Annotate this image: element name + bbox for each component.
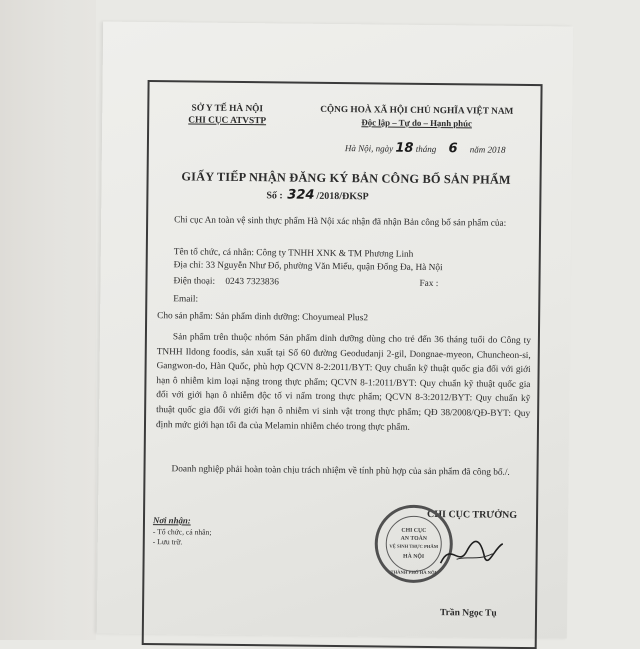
seal-text-3: VỆ SINH THỰC PHẨM xyxy=(389,543,439,550)
signer-name: Trần Ngọc Tụ xyxy=(439,608,497,619)
background-shadow xyxy=(0,0,96,640)
recipients-title: Nơi nhận: xyxy=(152,515,191,526)
phone-value: 0243 7323836 xyxy=(225,276,279,288)
date-month-word: tháng xyxy=(415,143,437,155)
product-label: Cho sản phẩm: xyxy=(157,311,213,322)
issuer-name: CHI CỤC ATVSTP xyxy=(188,115,267,127)
seal-text-2: AN TOÀN xyxy=(400,535,428,542)
phone-label: Điện thoại: xyxy=(173,276,216,287)
signer-role: CHI CỤC TRƯỞNG xyxy=(427,508,518,521)
number-prefix: Số : xyxy=(266,190,283,202)
date-year: năm 2018 xyxy=(469,144,506,155)
national-title: CỘNG HOÀ XÃ HỘI CHỦ NGHĨA VIỆT NAM xyxy=(320,104,514,117)
handwritten-signature xyxy=(436,533,506,574)
org-label: Tên tổ chức, cá nhân: xyxy=(173,247,255,259)
number-value: 324 xyxy=(287,187,315,203)
national-motto: Độc lập – Tự do – Hạnh phúc xyxy=(361,117,472,129)
address-line xyxy=(174,259,443,274)
fax-label: Fax : xyxy=(419,278,439,290)
recipient-item-2: - Lưu trữ. xyxy=(152,537,183,547)
seal-text-4: HÀ NỘI xyxy=(403,553,425,560)
document-border xyxy=(142,80,543,649)
document-number xyxy=(266,189,368,203)
seal-ring-text: THÀNH PHỐ HÀ NỘI xyxy=(390,569,437,576)
date-month: 6 xyxy=(448,141,458,157)
product-description: Sản phẩm trên thuộc nhóm Sản phẩm dinh dưỡng dùng cho trẻ đến 36 tháng tuổi do Công ty TNHH Ildong foodis, sản xuất tại Số 60 đường Geodudanji 2-gil, Dongnae-myeon, Chuncheon-si, Gangwon-do, Hàn Quốc, phù hợp QCVN 8-2:2011/BYT: Quy chuẩn kỹ thuật quốc gia đối với giới hạn ô nhiễm kim loại nặng trong thực phẩm; QCVN 8-1:2011/BYT: Quy chuẩn kỹ thuật quốc gia đối với giới hạn ô nhiễm độc tố vi nấm trong thực phẩm; QCVN 8-3:2012/BYT: Quy chuẩn kỹ thuật quốc gia đối với giới hạn ô nhiễm vi sinh vật trong thực phẩm; QĐ 38/2008/QĐ-BYT: Quy định mức giới hạn tối đa của Melamin nhiễm chéo trong thực phẩm. xyxy=(155,332,531,433)
email-label: Email: xyxy=(173,294,199,305)
recipient-item-1: - Tổ chức, cá nhân; xyxy=(152,527,212,537)
issuer-parent: SỞ Y TẾ HÀ NỘI xyxy=(191,103,264,115)
document-title: GIẤY TIẾP NHẬN ĐĂNG KÝ BẢN CÔNG BỐ SẢN PHẨM xyxy=(181,169,511,187)
date-day: 18 xyxy=(395,140,414,156)
number-suffix: /2018/ĐKSP xyxy=(316,190,369,203)
intro-text: Chi cục An toàn vệ sinh thực phẩm Hà Nội xác nhận đã nhận Bản công bố sản phẩm của: xyxy=(174,215,507,229)
issue-date xyxy=(345,142,506,156)
product-line xyxy=(157,310,368,324)
address-label: Địa chỉ: xyxy=(173,260,204,271)
product-value: Sản phẩm dinh dưỡng: Choyumeal Plus2 xyxy=(215,311,369,324)
document-page xyxy=(97,22,573,639)
seal-text-1: CHI CỤC xyxy=(401,527,427,534)
address-value: 33 Nguyễn Như Đổ, phường Văn Miếu, quận Đống Đa, Hà Nội xyxy=(205,260,443,274)
date-prefix: Hà Nội, ngày xyxy=(344,143,394,154)
closing-statement: Doanh nghiệp phải hoàn toàn chịu trách nhiệm về tính phù hợp của sản phẩm đã công bố./. xyxy=(171,464,510,478)
org-line xyxy=(174,246,414,261)
phone-line xyxy=(173,275,278,288)
org-value: Công ty TNHH XNK & TM Phương Linh xyxy=(256,248,414,260)
